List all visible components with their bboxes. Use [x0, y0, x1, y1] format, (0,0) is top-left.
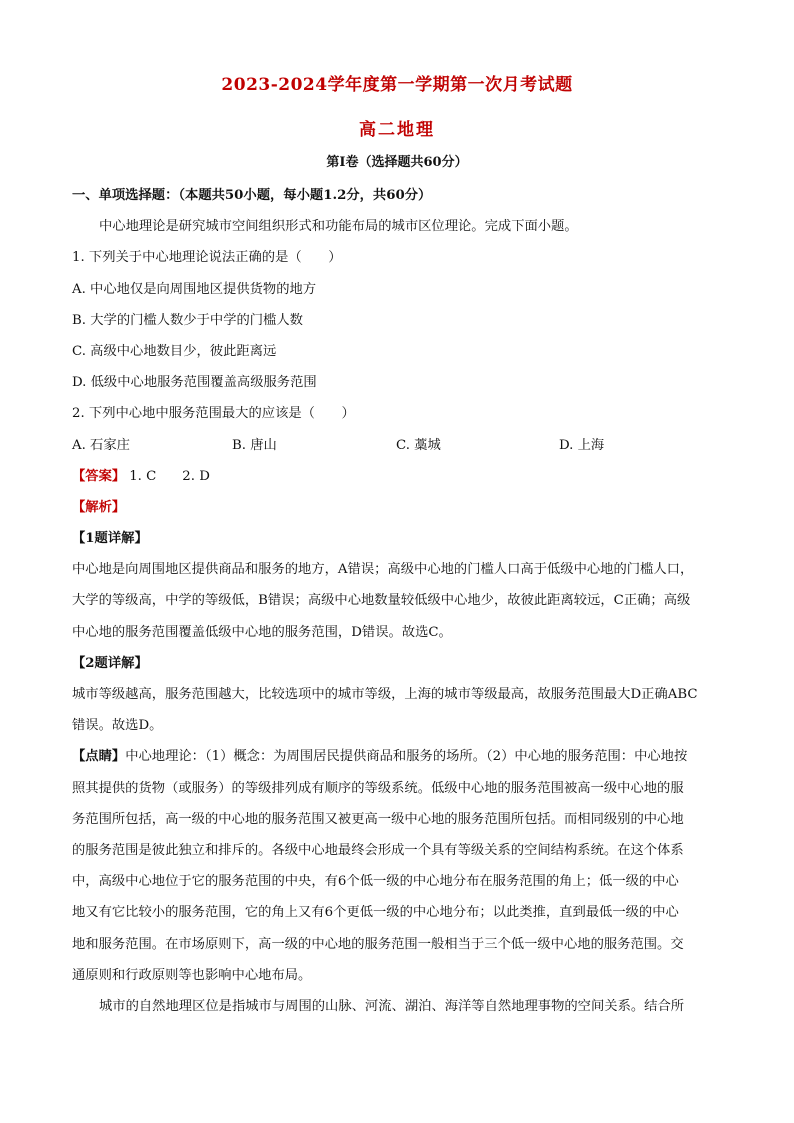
exam-title: 2023-2024学年度第一学期第一次月考试题 — [221, 75, 573, 95]
tip-line: 地和服务范围。在市场原则下，高一级的中心地的服务范围一般相当于三个低一级中心地的服务范围。交 — [72, 936, 684, 952]
detail-1-label: 【1题详解】 — [72, 531, 148, 547]
q2-options — [72, 430, 722, 461]
section-heading: 第Ⅰ卷（选择题共60分） — [326, 155, 468, 170]
detail-1-line: 中心地的服务范围覆盖低级中心地的服务范围，D错误。故选C。 — [72, 624, 452, 640]
analysis-label: 【解析】 — [72, 499, 126, 515]
tip-line: 的服务范围是彼此独立和排斥的。各级中心地最终会形成一个具有等级关系的空间结构系统。在这个体系 — [72, 842, 684, 858]
q1-option-c: C. 高级中心地数目少，彼此距离远 — [72, 343, 277, 359]
next-question-intro: 城市的自然地理区位是指城市与周围的山脉、河流、湖泊、海洋等自然地理事物的空间关系。结合所 — [99, 998, 685, 1014]
exam-content — [72, 180, 722, 1022]
q1-option-a: A. 中心地仅是向周围地区提供货物的地方 — [72, 281, 317, 297]
q1-option-d: D. 低级中心地服务范围覆盖高级服务范围 — [72, 375, 317, 391]
tip-label: 【点睛】 — [72, 749, 126, 765]
answer-value-2: 2. D — [182, 468, 210, 484]
tip-line: 中，高级中心地位于它的服务范围的中央，有6个低一级的中心地分布在服务范围的角上；低一级的中心 — [72, 874, 679, 890]
detail-2-line: 城市等级越高，服务范围越大，比较选项中的城市等级，上海的城市等级最高，故服务范围最大D正确ABC — [72, 687, 698, 702]
q2-option-b: B. 唐山 — [232, 437, 277, 453]
q1-stem: 1. 下列关于中心地理论说法正确的是（ ） — [72, 250, 342, 266]
exam-subject: 高二地理 — [359, 120, 435, 140]
q2-option-c: C. 藁城 — [396, 437, 441, 453]
detail-1-line: 大学的等级高，中学的等级低，B错误；高级中心地数量较低级中心地少，故彼此距离较远，C正确；高级 — [72, 593, 691, 609]
q1-option-b: B. 大学的门槛人数少于中学的门槛人数 — [72, 312, 303, 328]
tip-line — [72, 741, 722, 772]
detail-2-line: 错误。故选D。 — [72, 718, 163, 734]
q2-option-d: D. 上海 — [559, 437, 605, 453]
q2-option-a: A. 石家庄 — [72, 437, 130, 453]
tip-line: 务范围所包括，高一级的中心地的服务范围又被更高一级中心地的服务范围所包括。而相同级别的中心地 — [72, 811, 684, 827]
part-heading: 一、单项选择题：（本题共50小题，每小题1.2分，共60分） — [72, 188, 432, 203]
tip-line: 地又有它比较小的服务范围，它的角上又有6个更低一级的中心地分布；以此类推，直到最低一级的中心 — [72, 905, 679, 921]
tip-text: 中心地理论：（1）概念：为周围居民提供商品和服务的场所。（2）中心地的服务范围：中心地按 — [125, 749, 688, 765]
tip-line: 通原则和行政原则等也影响中心地布局。 — [72, 967, 312, 983]
q2-stem: 2. 下列中心地中服务范围最大的应该是（ ） — [72, 406, 355, 422]
question-intro: 中心地理论是研究城市空间组织形式和功能布局的城市区位理论。完成下面小题。 — [99, 219, 578, 235]
answer-row — [72, 461, 722, 492]
answer-value-1: 1. C — [129, 468, 157, 484]
detail-2-label: 【2题详解】 — [72, 655, 148, 671]
detail-1-line: 中心地是向周围地区提供商品和服务的地方，A错误；高级中心地的门槛人口高于低级中心地的门槛人口， — [72, 562, 694, 578]
answer-label: 【答案】 — [72, 468, 126, 484]
tip-line: 照其提供的货物（或服务）的等级排列成有顺序的等级系统。低级中心地的服务范围被高一级中心地的服 — [72, 780, 684, 796]
